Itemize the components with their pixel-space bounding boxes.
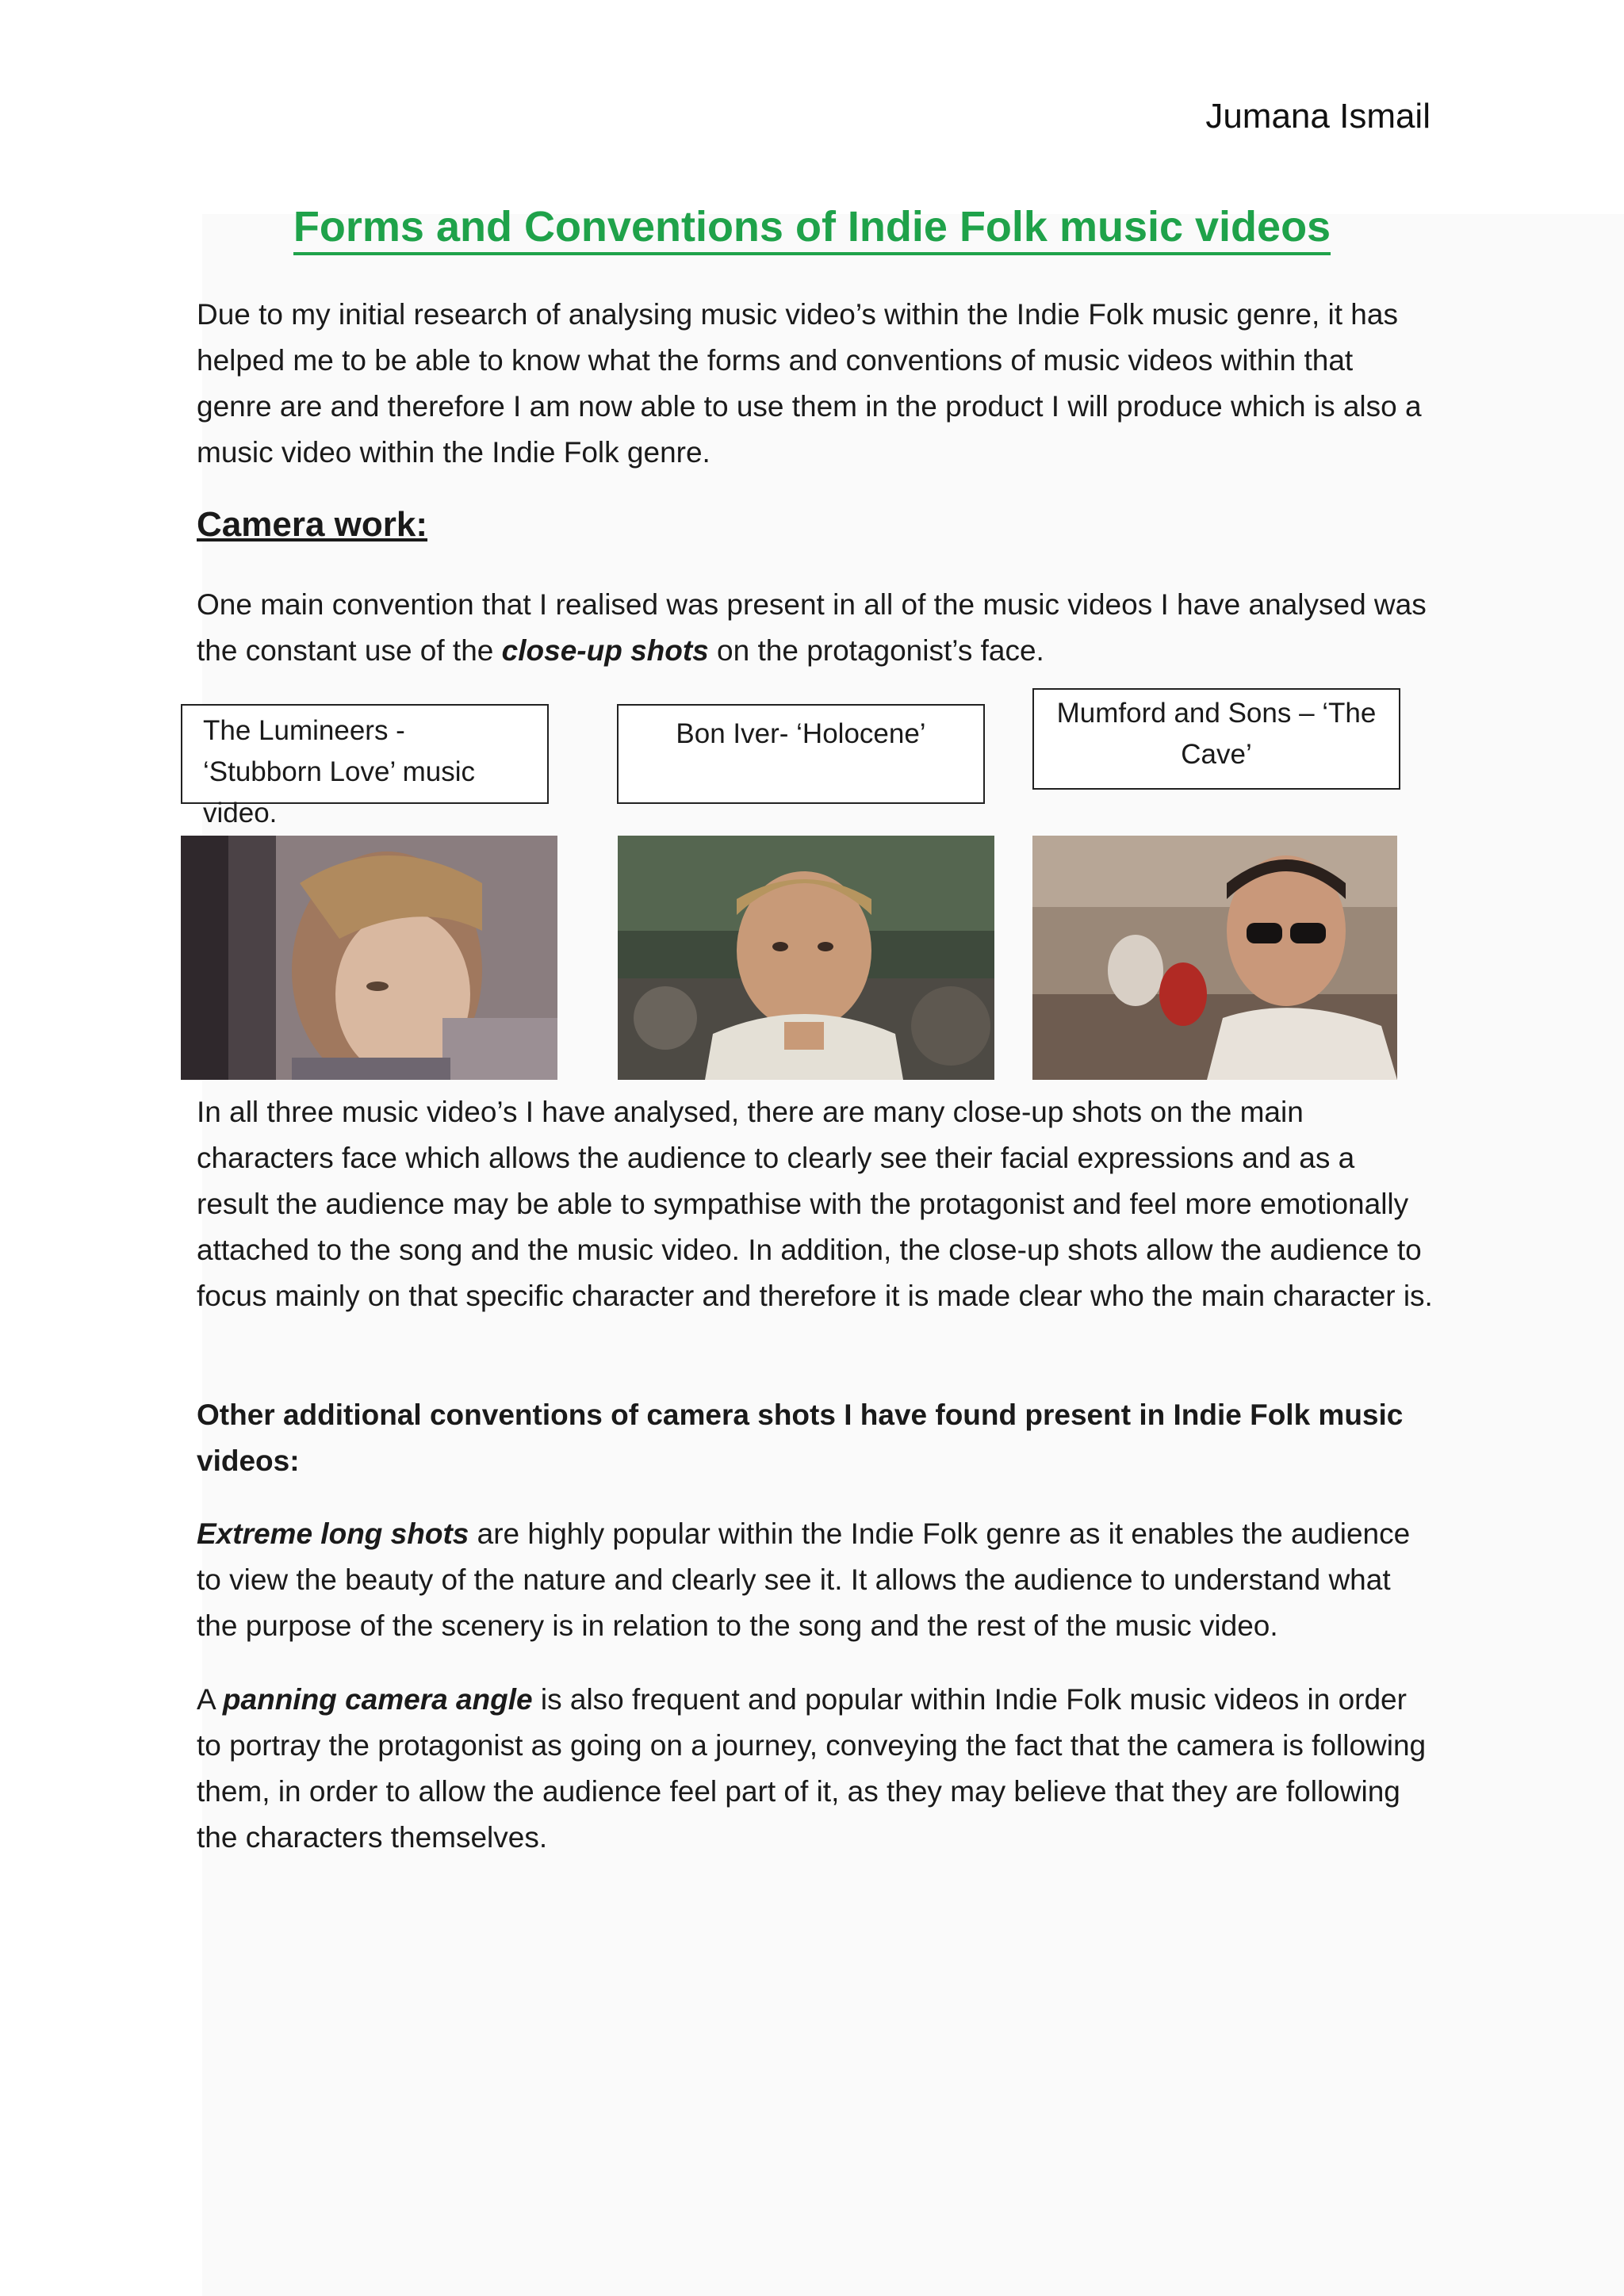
extreme-long-shots-emphasis: Extreme long shots — [197, 1517, 469, 1550]
boy-closeup-photo — [618, 836, 994, 1080]
close-up-analysis-paragraph: In all three music video’s I have analysed, there are many close-up shots on the main characters face which allows the audience to clearly see their facial expressions and as a result the audience may be able to sympathise with the protagonist and feel more emotionally attached to the song and the music video. In addition, the close-up shots allow the audience to focus mainly on that specific character and therefore it is made clear who the main character is. — [197, 1096, 1433, 1312]
panning-text-end: is also frequent and popular within Indie Folk music videos in order to portray the protagonist as going on a journey, conveying the fact that the camera is following them, in order to allow the audience feel part of it, as they may believe that they are following the characters themselves. — [197, 1683, 1427, 1854]
document-title — [0, 202, 1624, 251]
panning-camera-paragraph — [197, 1677, 1434, 1861]
close-up-paragraph — [197, 582, 1434, 674]
caption-mumford: Mumford and Sons – ‘The Cave’ — [1032, 688, 1400, 790]
extreme-long-shots-paragraph — [197, 1511, 1434, 1649]
panning-emphasis: panning camera angle — [222, 1683, 533, 1716]
caption-bon-iver: Bon Iver- ‘Holocene’ — [617, 704, 985, 804]
extreme-long-shots-text: are highly popular within the Indie Folk genre as it enables the audience to view the beauty of the nature and clearly see it. It allows the audience to understand what the purpose of the scenery is in relation to the song and the rest of the music video. — [197, 1517, 1411, 1642]
additional-conventions-heading: Other additional conventions of camera shots I have found present in Indie Folk music videos: — [197, 1399, 1404, 1477]
girl-closeup-photo — [181, 836, 557, 1080]
section-heading-camera-work: Camera work: — [197, 505, 428, 544]
author-name: Jumana Ismail — [1205, 97, 1431, 136]
panning-text-start: A — [197, 1683, 223, 1716]
intro-paragraph: Due to my initial research of analysing music video’s within the Indie Folk music genre, it has helped me to be able to know what the forms and conventions of music videos within that genre are and therefore I am now able to use them in the product I will produce which is also a music video within the Indie Folk genre. — [197, 298, 1422, 469]
close-up-text-start: One main convention that I realised was present in all of the music videos I have analysed was the constant use of the — [197, 588, 1427, 667]
document-title-text: Forms and Conventions of Indie Folk music videos — [293, 203, 1331, 255]
man-sunglasses-photo — [1032, 836, 1397, 1080]
close-up-text-end: on the protagonist’s face. — [708, 634, 1044, 667]
close-up-emphasis: close-up shots — [501, 634, 709, 667]
caption-lumineers: The Lumineers - ‘Stubborn Love’ music video. — [181, 704, 549, 804]
